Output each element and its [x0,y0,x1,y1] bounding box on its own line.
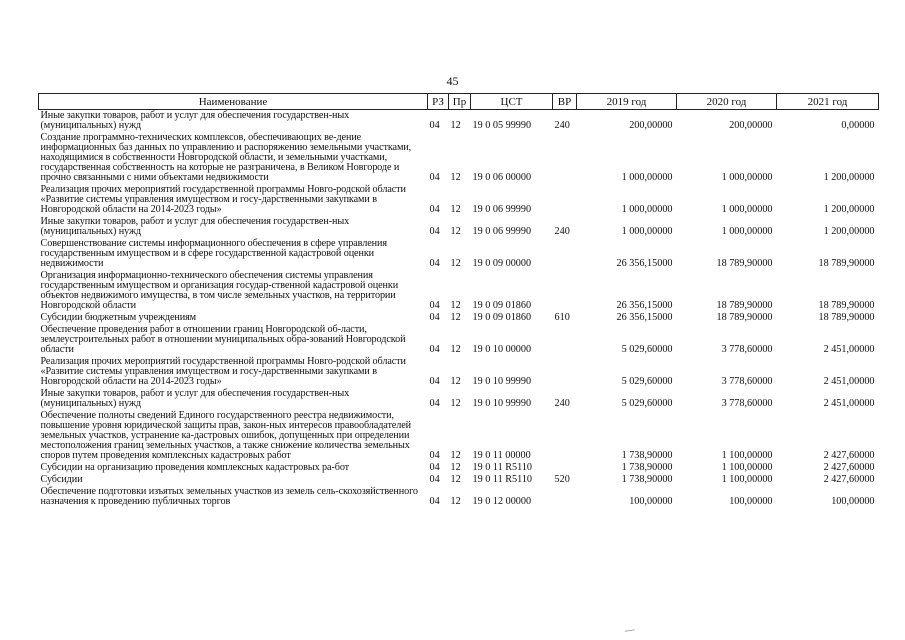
row-pr: 12 [450,496,461,507]
row-name: Субсидии на организацию проведения комплексных кадастровых ра-бот [40,462,350,473]
row-rz: 04 [429,450,440,461]
row-2020: 3 778,60000 [721,398,773,409]
row-vr [553,356,577,388]
row-rz: 04 [429,312,440,323]
row-rz: 04 [429,398,440,409]
row-rz: 04 [429,300,440,311]
row-vr [553,238,577,270]
row-vr: 240 [554,398,570,409]
row-pr: 12 [450,312,461,323]
row-name: Иные закупки товаров, работ и услуг для обеспечения государствен-ных (муниципальных) нужд [40,110,350,131]
row-2020: 200,00000 [729,120,773,131]
stray-mark [625,629,635,634]
row-cst: 19 0 12 00000 [472,496,532,507]
row-vr [553,270,577,312]
row-2019: 1 738,90000 [621,450,673,461]
row-cst: 19 0 10 99990 [472,398,532,409]
table-row [39,270,879,312]
row-pr: 12 [450,204,461,215]
row-vr [553,132,577,184]
row-name: Иные закупки товаров, работ и услуг для обеспечения государствен-ных (муниципальных) нужд [40,216,350,237]
row-2021: 1 200,00000 [823,204,875,215]
row-cst: 19 0 09 00000 [472,258,532,269]
row-vr: 240 [554,120,570,131]
row-pr: 12 [450,462,461,473]
table-header-row [39,94,879,110]
table-row [39,184,879,216]
row-2019: 1 000,00000 [621,204,673,215]
table-row [39,356,879,388]
row-rz: 04 [429,462,440,473]
row-2020: 3 778,60000 [721,376,773,387]
row-name: Иные закупки товаров, работ и услуг для обеспечения государствен-ных (муниципальных) нужд [40,388,350,409]
row-cst: 19 0 05 99990 [472,120,532,131]
header-name: Наименование [39,94,428,110]
row-cst: 19 0 06 99990 [472,204,532,215]
row-rz: 04 [429,344,440,355]
row-rz: 04 [429,120,440,131]
row-vr: 520 [554,474,570,485]
row-cst: 19 0 06 00000 [472,172,532,183]
row-cst: 19 0 09 01860 [472,312,532,323]
page-number: 45 [446,74,459,88]
row-pr: 12 [450,398,461,409]
row-2019: 1 000,00000 [621,226,673,237]
row-name: Реализация прочих мероприятий государственной программы Новго-родской области «Развитие системы управления имуществом и госу-дарственными закупками в Новгородской области на 2014-2023 годы» [40,356,406,387]
table-row [39,110,879,133]
row-name: Обеспечение полноты сведений Единого государственного реестра недвижимости, повышение уровня юридической защиты прав, закон-ных интересов правообладателей земельных участков, устранение ка-дастровых ошибок, допущенных при определении местоположения границ земельных участков, а также снижение количества земельных споров путем проведения комплексных кадастровых работ [40,410,411,461]
row-vr [553,184,577,216]
row-2021: 1 200,00000 [823,172,875,183]
table-row [39,388,879,410]
row-2021: 2 451,00000 [823,376,875,387]
row-rz: 04 [429,204,440,215]
table-row [39,474,879,486]
table-body [39,110,879,509]
row-2021: 2 427,60000 [823,462,875,473]
row-rz: 04 [429,474,440,485]
budget-table [38,93,879,508]
row-cst: 19 0 10 00000 [472,344,532,355]
row-2021: 100,00000 [831,496,875,507]
row-pr: 12 [450,258,461,269]
row-cst: 19 0 11 R5110 [472,462,533,473]
row-vr [553,324,577,356]
row-cst: 19 0 10 99990 [472,376,532,387]
row-pr: 12 [450,226,461,237]
row-vr [553,462,577,474]
table-row [39,238,879,270]
row-2020: 18 789,90000 [716,312,773,323]
row-vr: 610 [554,312,570,323]
row-2020: 1 100,00000 [721,462,773,473]
row-2019: 5 029,60000 [621,376,673,387]
row-2020: 1 100,00000 [721,450,773,461]
row-pr: 12 [450,344,461,355]
header-2019: 2019 год [577,94,677,110]
header-2021: 2021 год [777,94,879,110]
row-2020: 3 778,60000 [721,344,773,355]
row-rz: 04 [429,172,440,183]
row-2019: 26 356,15000 [616,300,673,311]
row-2021: 18 789,90000 [818,300,875,311]
row-2020: 1 000,00000 [721,204,773,215]
row-2021: 0,00000 [841,120,875,131]
row-2020: 18 789,90000 [716,258,773,269]
row-name: Совершенствование системы информационного обеспечения в сфере управления государственным имуществом и в сфере государственной кадастровой оценки недвижимости [40,238,387,269]
row-name: Создание программно-технических комплексов, обеспечивающих ве-дение информационных баз данных по управлению и распоряжению земельными участками, находящимися в собственности Новгородской области, и земельными участками, государственная собственность на которые не разграничена, в Великом Новгороде и прочно связанными с ними объектами недвижимости [40,132,412,183]
row-cst: 19 0 11 R5110 [472,474,533,485]
row-cst: 19 0 11 00000 [472,450,531,461]
row-2019: 1 738,90000 [621,474,673,485]
row-name: Обеспечение подготовки изъятых земельных участков из земель сель-скохозяйственного назначения к проведению публичных торгов [40,486,418,507]
row-name: Организация информационно-технического обеспечения системы управления государственным имуществом и организация государ-ственной кадастровой оценки объектов недвижимого имущества, в том числе земельных участков, на территории Новгородской области [40,270,399,311]
row-2021: 2 427,60000 [823,450,875,461]
row-cst: 19 0 06 99990 [472,226,532,237]
row-name: Обеспечение проведения работ в отношении границ Новгородской об-ласти, землеустроительных работ в отношении муниципальных обра-зований Новгородской области [40,324,406,355]
table-row [39,132,879,184]
row-pr: 12 [450,172,461,183]
row-2019: 5 029,60000 [621,398,673,409]
row-vr: 240 [554,226,570,237]
row-2020: 18 789,90000 [716,300,773,311]
row-2021: 1 200,00000 [823,226,875,237]
header-pr: Пр [449,94,471,110]
row-pr: 12 [450,376,461,387]
row-2021: 18 789,90000 [818,258,875,269]
row-name: Субсидии бюджетным учреждениям [40,312,197,323]
row-2021: 2 451,00000 [823,344,875,355]
row-2019: 100,00000 [629,496,673,507]
row-2020: 1 000,00000 [721,226,773,237]
table-row [39,486,879,508]
header-cst: ЦСТ [471,94,553,110]
row-2019: 5 029,60000 [621,344,673,355]
row-rz: 04 [429,258,440,269]
row-2021: 18 789,90000 [818,312,875,323]
header-2020: 2020 год [677,94,777,110]
row-2019: 26 356,15000 [616,258,673,269]
row-pr: 12 [450,300,461,311]
row-2019: 1 738,90000 [621,462,673,473]
row-2019: 26 356,15000 [616,312,673,323]
row-rz: 04 [429,496,440,507]
table-row [39,410,879,462]
row-pr: 12 [450,450,461,461]
row-name: Субсидии [40,474,83,485]
row-2020: 100,00000 [729,496,773,507]
table-row [39,312,879,324]
row-2019: 1 000,00000 [621,172,673,183]
row-2021: 2 427,60000 [823,474,875,485]
row-rz: 04 [429,376,440,387]
row-vr [553,410,577,462]
row-2019: 200,00000 [629,120,673,131]
row-rz: 04 [429,226,440,237]
header-rz: РЗ [428,94,449,110]
row-pr: 12 [450,120,461,131]
row-2020: 1 100,00000 [721,474,773,485]
header-vr: ВР [553,94,577,110]
row-2021: 2 451,00000 [823,398,875,409]
row-pr: 12 [450,474,461,485]
row-2020: 1 000,00000 [721,172,773,183]
row-cst: 19 0 09 01860 [472,300,532,311]
row-name: Реализация прочих мероприятий государственной программы Новго-родской области «Развитие системы управления имуществом и госу-дарственными закупками в Новгородской области на 2014-2023 годы» [40,184,406,215]
table-row [39,462,879,474]
table-row [39,324,879,356]
table-row [39,216,879,238]
row-vr [553,486,577,508]
